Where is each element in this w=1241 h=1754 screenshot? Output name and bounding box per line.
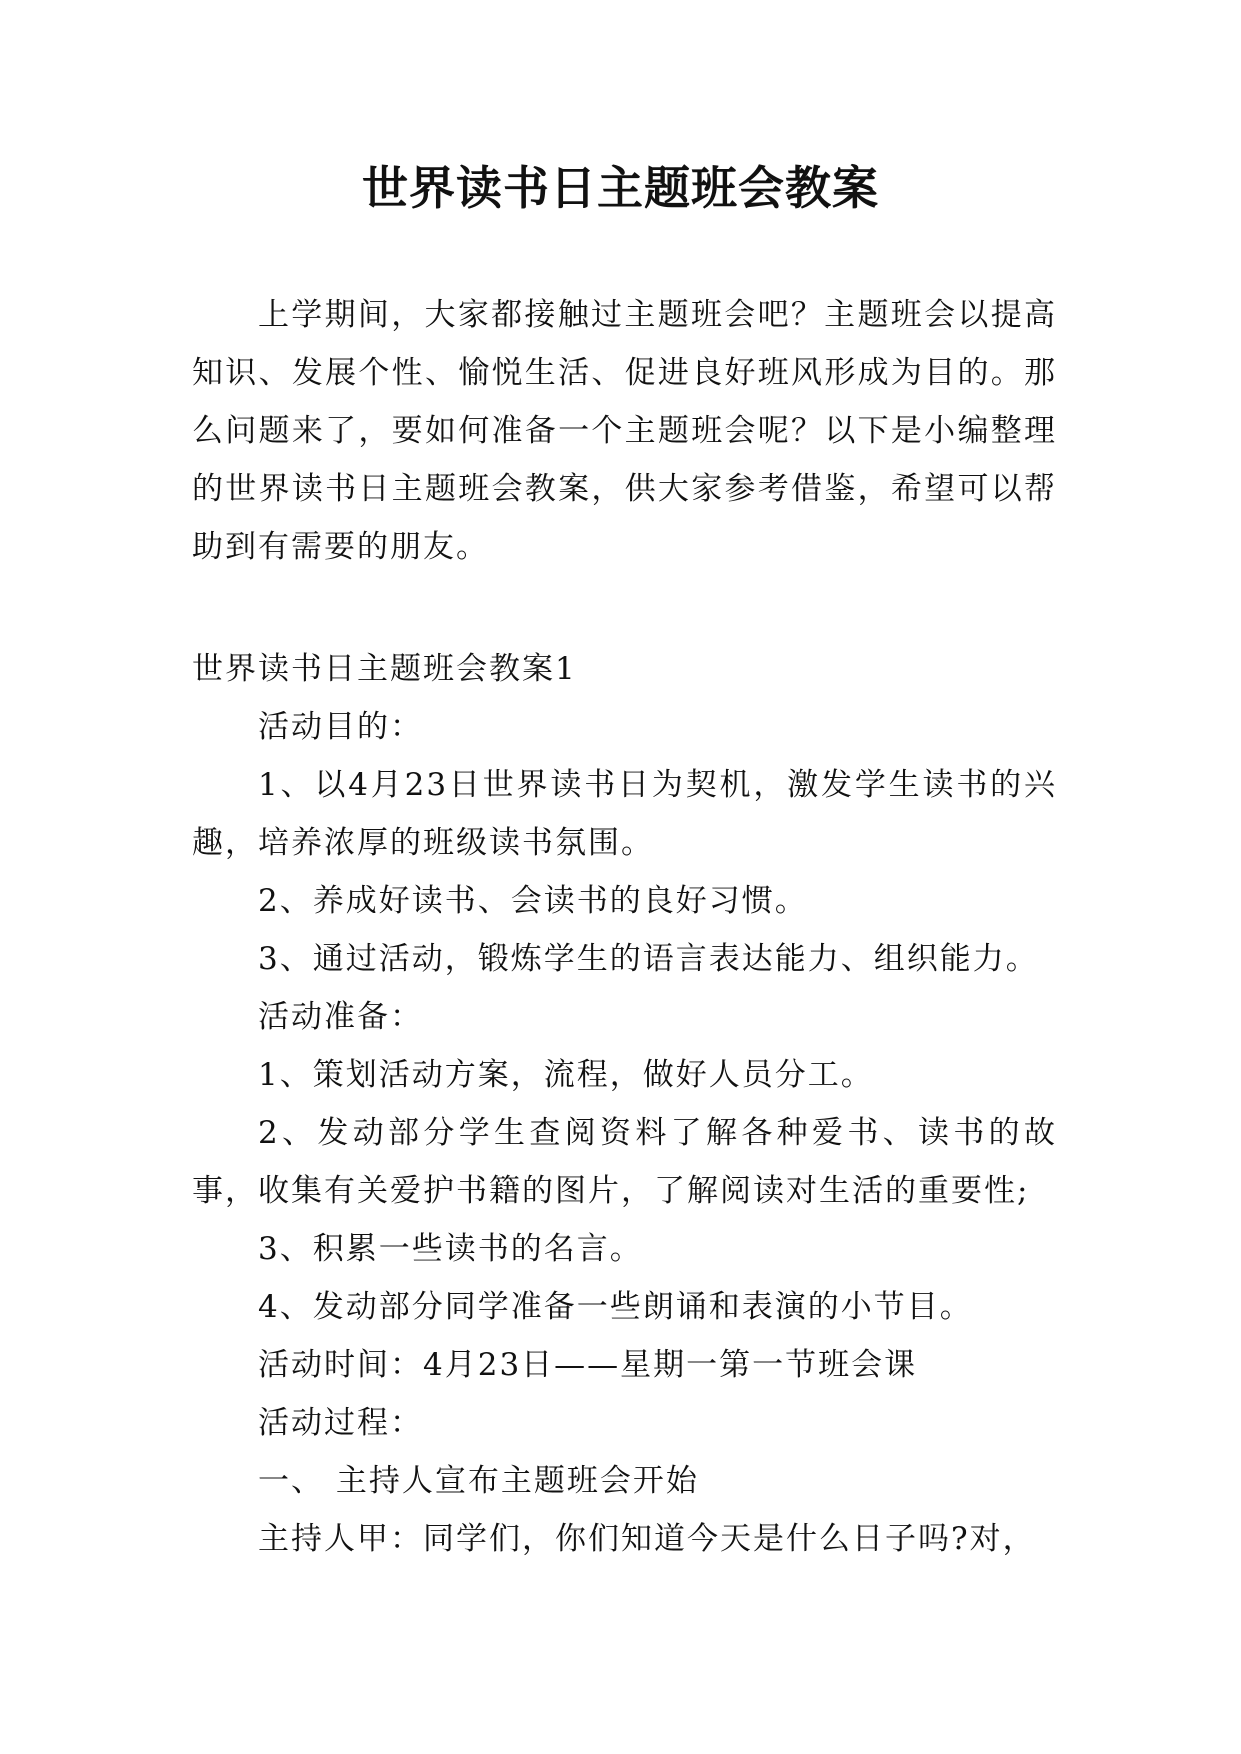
body-line: 2、养成好读书、会读书的良好习惯。 bbox=[258, 883, 808, 919]
intro-paragraph: 上学期间，大家都接触过主题班会吧？主题班会以提高知识、发展个性、愉悦生活、促进良好班风形成为目的。那么问题来了，要如何准备一个主题班会呢？以下是小编整理的世界读书日主题班会教案，供大家参考借鉴，希望可以帮助到有需要的朋友。 bbox=[192, 297, 1057, 565]
body-line: 4、发动部分同学准备一些朗诵和表演的小节目。 bbox=[258, 1289, 973, 1325]
document-body bbox=[192, 640, 1057, 1568]
section-heading: 世界读书日主题班会教案1 bbox=[192, 651, 577, 687]
body-line: 活动准备： bbox=[258, 999, 423, 1035]
body-line: 一、 主持人宣布主题班会开始 bbox=[258, 1463, 699, 1499]
body-line: 活动过程： bbox=[258, 1405, 423, 1441]
body-line: 3、积累一些读书的名言。 bbox=[258, 1231, 643, 1267]
body-line: 1、以4月23日世界读书日为契机，激发学生读书的兴趣，培养浓厚的班级读书氛围。 bbox=[192, 767, 1057, 861]
body-line: 3、通过活动，锻炼学生的语言表达能力、组织能力。 bbox=[258, 941, 1039, 977]
body-line: 活动时间：4月23日——星期一第一节班会课 bbox=[258, 1347, 918, 1383]
body-line: 主持人甲：同学们，你们知道今天是什么日子吗?对， bbox=[258, 1521, 1036, 1557]
body-line: 活动目的： bbox=[258, 709, 423, 745]
document-title: 世界读书日主题班会教案 bbox=[362, 161, 879, 215]
body-line: 1、策划活动方案，流程，做好人员分工。 bbox=[258, 1057, 874, 1093]
body-line: 2、发动部分学生查阅资料了解各种爱书、读书的故事，收集有关爱护书籍的图片，了解阅读对生活的重要性; bbox=[192, 1115, 1057, 1209]
